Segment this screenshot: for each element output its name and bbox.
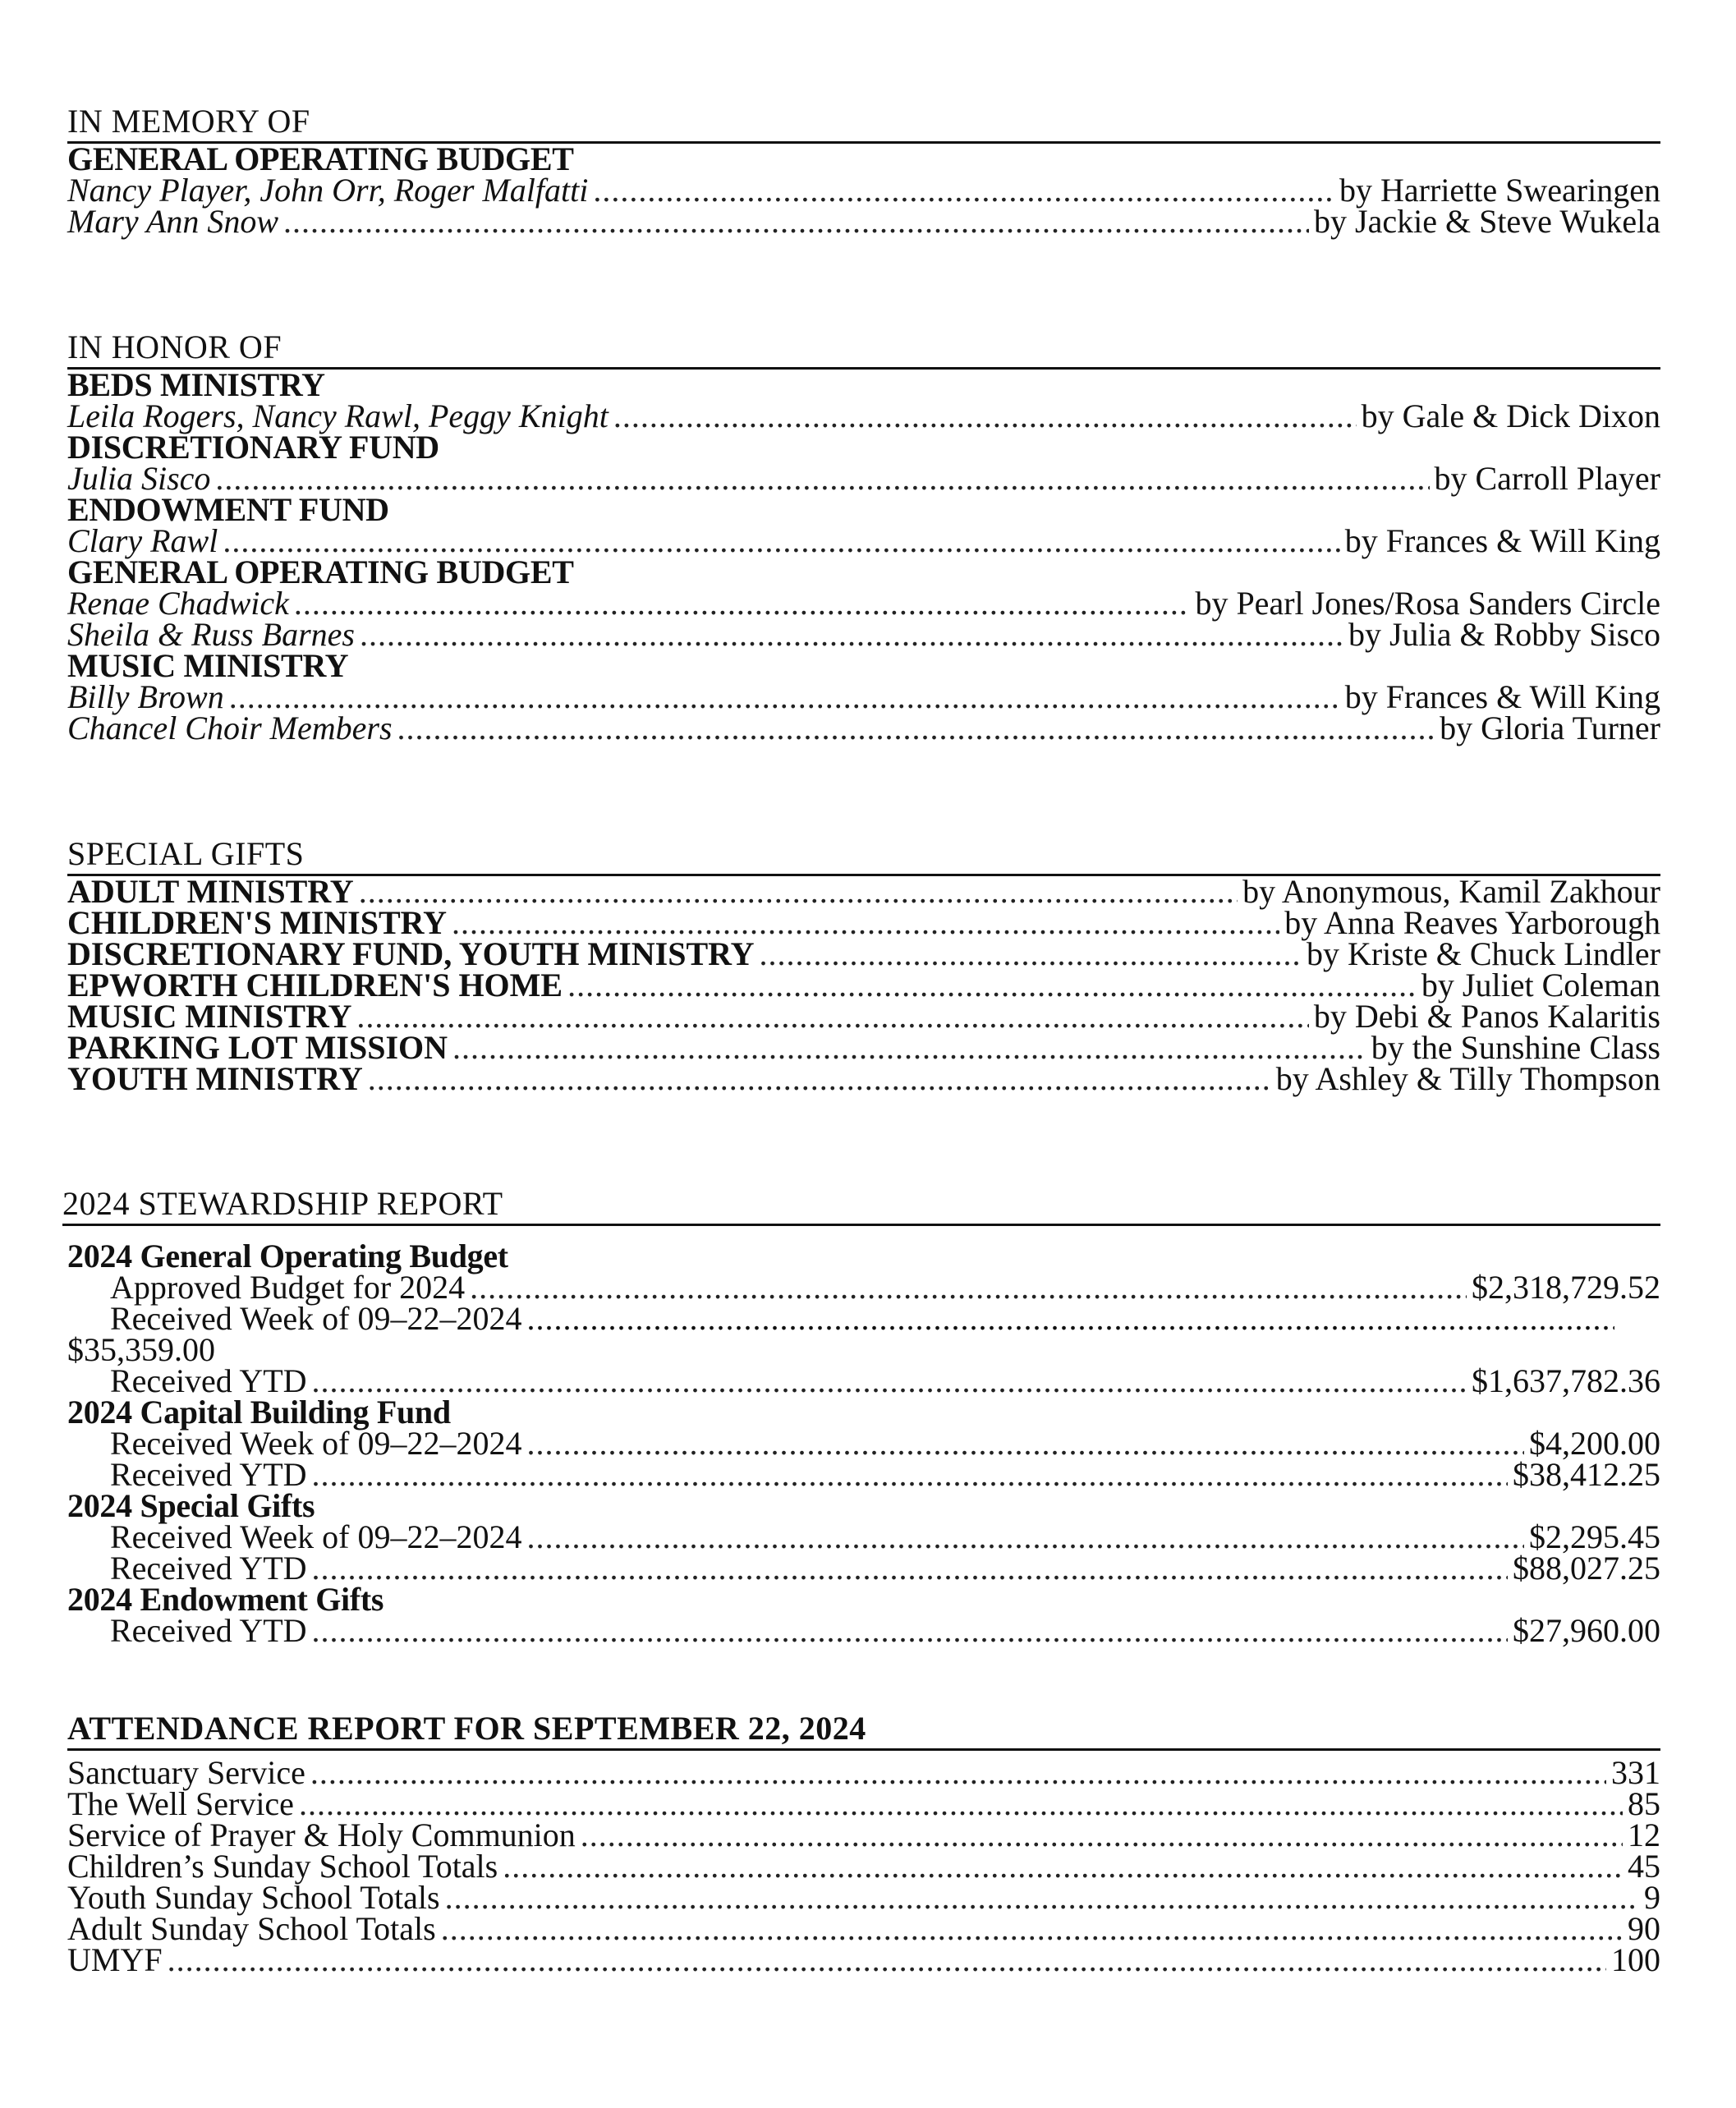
report-row bbox=[62, 1518, 1660, 1555]
report-row bbox=[62, 1300, 1660, 1337]
fund-heading: 2024 Endowment Gifts bbox=[67, 1581, 384, 1618]
list-item bbox=[67, 585, 1660, 622]
honoree-name: Billy Brown bbox=[67, 678, 224, 715]
special-gifts-title: SPECIAL GIFTS bbox=[67, 835, 305, 872]
special-gifts-section bbox=[67, 835, 1660, 1097]
attendance-count: 100 bbox=[1611, 1941, 1660, 1978]
donor-name: by Anonymous, Kamil Zakhour bbox=[1242, 873, 1660, 910]
row-label: Received YTD bbox=[110, 1550, 307, 1587]
list-item bbox=[67, 873, 1660, 910]
dot-leader bbox=[760, 939, 1302, 970]
honoree-name: Julia Sisco bbox=[67, 460, 211, 497]
donor-name: by Harriette Swearingen bbox=[1339, 172, 1660, 209]
dot-leader bbox=[526, 1428, 1524, 1459]
attendance-row bbox=[67, 1941, 1660, 1978]
attendance-row bbox=[67, 1754, 1660, 1791]
attendance-count: 45 bbox=[1628, 1848, 1660, 1885]
attendance-row bbox=[67, 1848, 1660, 1885]
dot-leader bbox=[360, 619, 1343, 650]
category-heading: DISCRETIONARY FUND bbox=[67, 429, 439, 466]
memory-title: IN MEMORY OF bbox=[67, 103, 310, 140]
attendance-count: 12 bbox=[1628, 1816, 1660, 1853]
dot-leader bbox=[567, 970, 1417, 1001]
honoree-name: Sheila & Russ Barnes bbox=[67, 616, 355, 653]
ministry-name: YOUTH MINISTRY bbox=[67, 1060, 363, 1097]
report-row bbox=[62, 1550, 1660, 1587]
ministry-name: ADULT MINISTRY bbox=[67, 873, 354, 910]
donor-name: by Kriste & Chuck Lindler bbox=[1306, 935, 1660, 972]
honor-section bbox=[67, 328, 1660, 746]
attendance-row bbox=[67, 1879, 1660, 1916]
dot-leader bbox=[526, 1522, 1524, 1553]
service-label: UMYF bbox=[67, 1941, 163, 1978]
stewardship-section bbox=[62, 1185, 1660, 1649]
attendance-count: 9 bbox=[1644, 1879, 1660, 1916]
dot-leader bbox=[312, 1459, 1508, 1490]
dot-leader bbox=[445, 1882, 1639, 1913]
row-label: Received Week of 09–22–2024 bbox=[110, 1300, 522, 1337]
list-item bbox=[67, 522, 1660, 559]
dot-leader bbox=[310, 1757, 1606, 1789]
list-item bbox=[67, 904, 1660, 941]
list-item bbox=[67, 678, 1660, 715]
memory-section bbox=[67, 103, 1660, 240]
dot-leader bbox=[223, 526, 1339, 557]
attendance-row bbox=[67, 1816, 1660, 1853]
ministry-name: CHILDREN'S MINISTRY bbox=[67, 904, 448, 941]
list-item bbox=[67, 710, 1660, 746]
dot-leader bbox=[581, 1820, 1623, 1851]
row-label: Received YTD bbox=[110, 1612, 307, 1649]
honoree-name: Clary Rawl bbox=[67, 522, 218, 559]
attendance-row bbox=[67, 1910, 1660, 1947]
report-row bbox=[62, 1612, 1660, 1649]
honoree-name: Renae Chadwick bbox=[67, 585, 289, 622]
list-item bbox=[67, 1060, 1660, 1097]
list-item bbox=[67, 397, 1660, 434]
dot-leader bbox=[470, 1272, 1467, 1303]
service-label: Adult Sunday School Totals bbox=[67, 1910, 436, 1947]
donor-name: by Frances & Will King bbox=[1344, 678, 1660, 715]
dot-leader bbox=[368, 1063, 1271, 1095]
row-value: $4,200.00 bbox=[1529, 1425, 1660, 1462]
ministry-name: DISCRETIONARY FUND, YOUTH MINISTRY bbox=[67, 935, 755, 972]
fund-heading: 2024 General Operating Budget bbox=[67, 1238, 508, 1274]
donor-name: by Jackie & Steve Wukela bbox=[1314, 203, 1660, 240]
attendance-row bbox=[67, 1785, 1660, 1822]
stewardship-title: 2024 STEWARDSHIP REPORT bbox=[62, 1185, 503, 1222]
dot-leader bbox=[441, 1913, 1623, 1945]
honoree-name: Chancel Choir Members bbox=[67, 710, 393, 746]
service-label: Sanctuary Service bbox=[67, 1754, 305, 1791]
donor-name: by the Sunshine Class bbox=[1371, 1029, 1660, 1066]
row-value: $27,960.00 bbox=[1513, 1612, 1660, 1649]
honoree-name: Leila Rogers, Nancy Rawl, Peggy Knight bbox=[67, 397, 609, 434]
service-label: Youth Sunday School Totals bbox=[67, 1879, 440, 1916]
donor-name: by Anna Reaves Yarborough bbox=[1284, 904, 1660, 941]
service-label: Service of Prayer & Holy Communion bbox=[67, 1816, 576, 1853]
list-item bbox=[67, 998, 1660, 1035]
attendance-section bbox=[67, 1712, 1660, 1976]
service-label: Children’s Sunday School Totals bbox=[67, 1848, 498, 1885]
donor-name: by Pearl Jones/Rosa Sanders Circle bbox=[1195, 585, 1660, 622]
dot-leader bbox=[526, 1303, 1614, 1334]
dot-leader bbox=[613, 401, 1357, 432]
row-label: Received Week of 09–22–2024 bbox=[110, 1425, 522, 1462]
list-item bbox=[67, 967, 1660, 1003]
row-value: $88,027.25 bbox=[1513, 1550, 1660, 1587]
dot-leader bbox=[215, 463, 1429, 494]
dot-leader bbox=[397, 713, 1435, 744]
row-label: Received YTD bbox=[110, 1456, 307, 1493]
category-heading: BEDS MINISTRY bbox=[67, 366, 325, 403]
attendance-title: ATTENDANCE REPORT FOR SEPTEMBER 22, 2024 bbox=[67, 1710, 866, 1747]
donor-name: by Gale & Dick Dixon bbox=[1361, 397, 1660, 434]
donor-name: by Gloria Turner bbox=[1440, 710, 1660, 746]
dot-leader bbox=[593, 175, 1334, 206]
attendance-count: 85 bbox=[1628, 1785, 1660, 1822]
report-row bbox=[62, 1456, 1660, 1493]
list-item bbox=[67, 616, 1660, 653]
category-heading: GENERAL OPERATING BUDGET bbox=[67, 553, 574, 590]
list-item bbox=[67, 1029, 1660, 1066]
dot-leader bbox=[503, 1851, 1623, 1882]
ministry-name: PARKING LOT MISSION bbox=[67, 1029, 448, 1066]
attendance-count: 331 bbox=[1611, 1754, 1660, 1791]
fund-heading: 2024 Capital Building Fund bbox=[67, 1394, 451, 1431]
dot-leader bbox=[294, 588, 1191, 619]
row-value: $38,412.25 bbox=[1513, 1456, 1660, 1493]
dot-leader bbox=[312, 1366, 1467, 1397]
dot-leader bbox=[312, 1615, 1508, 1646]
dot-leader bbox=[299, 1789, 1623, 1820]
donor-name: by Ashley & Tilly Thompson bbox=[1275, 1060, 1660, 1097]
dot-leader bbox=[452, 907, 1279, 939]
ministry-name: EPWORTH CHILDREN'S HOME bbox=[67, 967, 563, 1003]
donor-name: by Julia & Robby Sisco bbox=[1348, 616, 1660, 653]
row-value: $35,359.00 bbox=[67, 1331, 215, 1368]
ministry-name: MUSIC MINISTRY bbox=[67, 998, 352, 1035]
dot-leader bbox=[359, 876, 1238, 907]
category-heading: ENDOWMENT FUND bbox=[67, 491, 389, 528]
category-heading: MUSIC MINISTRY bbox=[67, 647, 349, 684]
honor-title: IN HONOR OF bbox=[67, 328, 282, 365]
list-item bbox=[67, 460, 1660, 497]
donor-name: by Carroll Player bbox=[1434, 460, 1660, 497]
row-label: Approved Budget for 2024 bbox=[110, 1269, 466, 1306]
honoree-name: Mary Ann Snow bbox=[67, 203, 279, 240]
fund-heading: 2024 Special Gifts bbox=[67, 1487, 315, 1524]
row-value: $2,295.45 bbox=[1529, 1518, 1660, 1555]
row-label: Received Week of 09–22–2024 bbox=[110, 1518, 522, 1555]
list-item bbox=[67, 172, 1660, 209]
report-row bbox=[62, 1269, 1660, 1306]
dot-leader bbox=[452, 1032, 1366, 1063]
honoree-name: Nancy Player, John Orr, Roger Malfatti bbox=[67, 172, 589, 209]
dot-leader bbox=[168, 1945, 1606, 1976]
donor-name: by Juliet Coleman bbox=[1421, 967, 1660, 1003]
dot-leader bbox=[229, 682, 1340, 713]
dot-leader bbox=[356, 1001, 1308, 1032]
service-label: The Well Service bbox=[67, 1785, 294, 1822]
dot-leader bbox=[312, 1553, 1508, 1584]
row-value: $1,637,782.36 bbox=[1472, 1362, 1660, 1399]
report-row bbox=[62, 1362, 1660, 1399]
category-heading: GENERAL OPERATING BUDGET bbox=[67, 140, 574, 177]
row-label: Received YTD bbox=[110, 1362, 307, 1399]
donor-name: by Debi & Panos Kalaritis bbox=[1313, 998, 1660, 1035]
donor-name: by Frances & Will King bbox=[1344, 522, 1660, 559]
row-value: $2,318,729.52 bbox=[1472, 1269, 1660, 1306]
report-row bbox=[62, 1425, 1660, 1462]
dot-leader bbox=[283, 206, 1309, 237]
attendance-count: 90 bbox=[1628, 1910, 1660, 1947]
list-item bbox=[67, 935, 1660, 972]
list-item bbox=[67, 203, 1660, 240]
